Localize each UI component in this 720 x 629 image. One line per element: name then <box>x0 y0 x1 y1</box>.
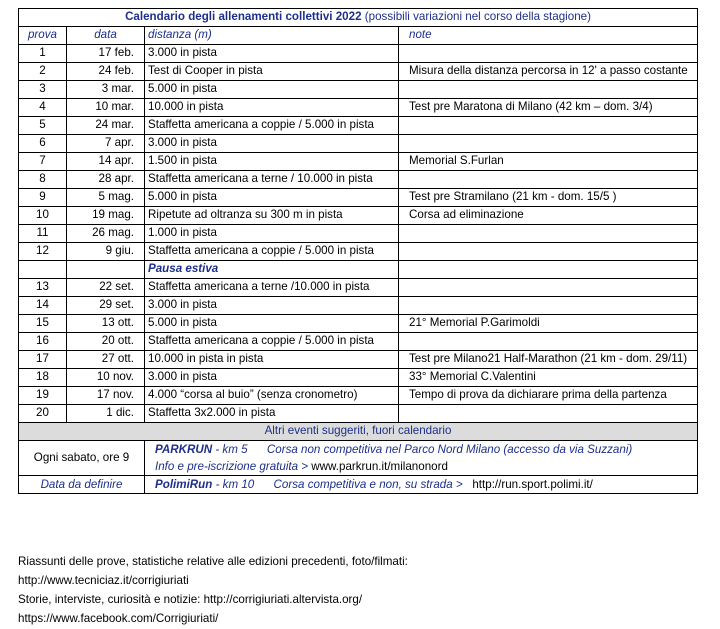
altri-label: Altri eventi suggeriti, fuori calendario <box>19 423 698 441</box>
row-number: 14 <box>19 297 67 315</box>
row-note <box>399 135 698 153</box>
row-note: Memorial S.Furlan <box>399 153 698 171</box>
header-data: data <box>67 27 145 45</box>
row-number: 7 <box>19 153 67 171</box>
row-number: 8 <box>19 171 67 189</box>
table-body-part2 <box>19 279 698 423</box>
header-distanza: distanza (m) <box>145 27 399 45</box>
row-distance: Test di Cooper in pista <box>145 63 399 81</box>
table-row <box>19 351 698 369</box>
page-title: Calendario degli allenamenti collettivi 2022 <box>125 10 362 23</box>
table-row <box>19 81 698 99</box>
table-row <box>19 99 698 117</box>
row-note: Misura della distanza percorsa in 12' a passo costante <box>399 63 698 81</box>
row-number: 20 <box>19 405 67 423</box>
event-km: - km 10 <box>215 478 255 491</box>
table-body-part1 <box>19 45 698 261</box>
event-when: Ogni sabato, ore 9 <box>19 441 145 476</box>
row-distance: 10.000 in pista <box>145 99 399 117</box>
altri-row <box>19 423 698 441</box>
row-number: 18 <box>19 369 67 387</box>
event-url[interactable]: http://run.sport.polimi.it/ <box>472 478 593 491</box>
table-row <box>19 369 698 387</box>
pausa-row <box>19 261 698 279</box>
row-distance: 3.000 in pista <box>145 369 399 387</box>
row-date: 19 mag. <box>67 207 145 225</box>
row-note <box>399 279 698 297</box>
row-date: 7 apr. <box>67 135 145 153</box>
row-note: Tempo di prova da dichiarare prima della partenza <box>399 387 698 405</box>
row-number: 17 <box>19 351 67 369</box>
row-distance: Ripetute ad oltranza su 300 m in pista <box>145 207 399 225</box>
table-row <box>19 225 698 243</box>
row-note <box>399 45 698 63</box>
event-row-polimirun <box>19 476 698 494</box>
row-note: Test pre Milano21 Half-Marathon (21 km - dom. 29/11) <box>399 351 698 369</box>
table-row <box>19 171 698 189</box>
row-note <box>399 297 698 315</box>
row-date: 22 set. <box>67 279 145 297</box>
event-info: Info e pre-iscrizione gratuita > <box>155 460 309 473</box>
row-date: 27 ott. <box>67 351 145 369</box>
row-number: 15 <box>19 315 67 333</box>
row-number: 10 <box>19 207 67 225</box>
row-distance: 1.000 in pista <box>145 225 399 243</box>
table-row <box>19 333 698 351</box>
row-distance: 3.000 in pista <box>145 297 399 315</box>
table-row <box>19 279 698 297</box>
calendar-table <box>18 8 698 494</box>
row-date: 14 apr. <box>67 153 145 171</box>
table-row <box>19 243 698 261</box>
row-number: 13 <box>19 279 67 297</box>
row-date: 13 ott. <box>67 315 145 333</box>
row-distance: 3.000 in pista <box>145 135 399 153</box>
footer-line: Riassunti delle prove, statistiche relative alle edizioni precedenti, foto/filmati: <box>18 555 408 568</box>
row-number: 9 <box>19 189 67 207</box>
footer-link[interactable]: http://www.tecniciaz.it/corrigiuriati <box>18 574 189 587</box>
row-date: 24 feb. <box>67 63 145 81</box>
header-row <box>19 27 698 45</box>
row-note <box>399 225 698 243</box>
row-note <box>399 117 698 135</box>
row-number: 5 <box>19 117 67 135</box>
row-date: 28 apr. <box>67 171 145 189</box>
row-number: 4 <box>19 99 67 117</box>
table-row <box>19 207 698 225</box>
event-km: - km 5 <box>215 443 248 456</box>
row-distance: 1.500 in pista <box>145 153 399 171</box>
row-distance: Staffetta 3x2.000 in pista <box>145 405 399 423</box>
row-number: 2 <box>19 63 67 81</box>
row-date: 20 ott. <box>67 333 145 351</box>
event-name: PolimiRun <box>155 478 213 491</box>
row-number: 16 <box>19 333 67 351</box>
row-note: Corsa ad eliminazione <box>399 207 698 225</box>
footer <box>18 552 408 628</box>
row-number: 12 <box>19 243 67 261</box>
table-row <box>19 117 698 135</box>
row-date: 17 nov. <box>67 387 145 405</box>
row-distance: 5.000 in pista <box>145 189 399 207</box>
row-number: 3 <box>19 81 67 99</box>
event-url[interactable]: www.parkrun.it/milanonord <box>311 460 448 473</box>
row-note <box>399 243 698 261</box>
row-date: 17 feb. <box>67 45 145 63</box>
row-date: 9 giu. <box>67 243 145 261</box>
row-date: 3 mar. <box>67 81 145 99</box>
header-note: note <box>399 27 698 45</box>
row-date: 5 mag. <box>67 189 145 207</box>
row-distance: 10.000 in pista in pista <box>145 351 399 369</box>
event-desc: Corsa non competitiva nel Parco Nord Milano (accesso da via Suzzani) <box>266 443 633 456</box>
footer-link[interactable]: https://www.facebook.com/Corrigiuriati/ <box>18 612 219 625</box>
table-row <box>19 405 698 423</box>
row-date: 29 set. <box>67 297 145 315</box>
event-when: Data da definire <box>19 476 145 494</box>
row-distance: 5.000 in pista <box>145 81 399 99</box>
row-number: 11 <box>19 225 67 243</box>
row-number: 6 <box>19 135 67 153</box>
table-row <box>19 153 698 171</box>
row-distance: Staffetta americana a coppie / 5.000 in pista <box>145 333 399 351</box>
row-distance: 5.000 in pista <box>145 315 399 333</box>
row-distance: Staffetta americana a terne /10.000 in pista <box>145 279 399 297</box>
row-date: 10 mar. <box>67 99 145 117</box>
row-date: 1 dic. <box>67 405 145 423</box>
row-distance: Staffetta americana a terne / 10.000 in pista <box>145 171 399 189</box>
header-prova: prova <box>19 27 67 45</box>
table-row <box>19 315 698 333</box>
page-subtitle: (possibili variazioni nel corso della stagione) <box>364 10 591 23</box>
table-row <box>19 63 698 81</box>
row-note <box>399 405 698 423</box>
row-number: 1 <box>19 45 67 63</box>
event-row-parkrun <box>19 441 698 476</box>
footer-line: Storie, interviste, curiosità e notizie: http://corrigiuriati.altervista.org/ <box>18 593 363 606</box>
row-note: Test pre Maratona di Milano (42 km – dom. 3/4) <box>399 99 698 117</box>
event-name: PARKRUN <box>155 443 213 456</box>
row-distance: 4.000 “corsa al buio” (senza cronometro) <box>145 387 399 405</box>
row-distance: 3.000 in pista <box>145 45 399 63</box>
table-row <box>19 297 698 315</box>
title-row <box>19 9 698 27</box>
row-date: 10 nov. <box>67 369 145 387</box>
table-row <box>19 387 698 405</box>
row-distance: Staffetta americana a coppie / 5.000 in pista <box>145 117 399 135</box>
row-number: 19 <box>19 387 67 405</box>
event-desc: Corsa competitiva e non, su strada > <box>273 478 463 491</box>
pausa-label: Pausa estiva <box>145 261 399 279</box>
row-note <box>399 333 698 351</box>
row-note: 33° Memorial C.Valentini <box>399 369 698 387</box>
table-row <box>19 45 698 63</box>
table-row <box>19 135 698 153</box>
row-note <box>399 171 698 189</box>
row-note <box>399 81 698 99</box>
row-date: 24 mar. <box>67 117 145 135</box>
row-distance: Staffetta americana a coppie / 5.000 in pista <box>145 243 399 261</box>
table-row <box>19 189 698 207</box>
row-note: Test pre Stramilano (21 km - dom. 15/5 ) <box>399 189 698 207</box>
row-date: 26 mag. <box>67 225 145 243</box>
row-note: 21° Memorial P.Garimoldi <box>399 315 698 333</box>
